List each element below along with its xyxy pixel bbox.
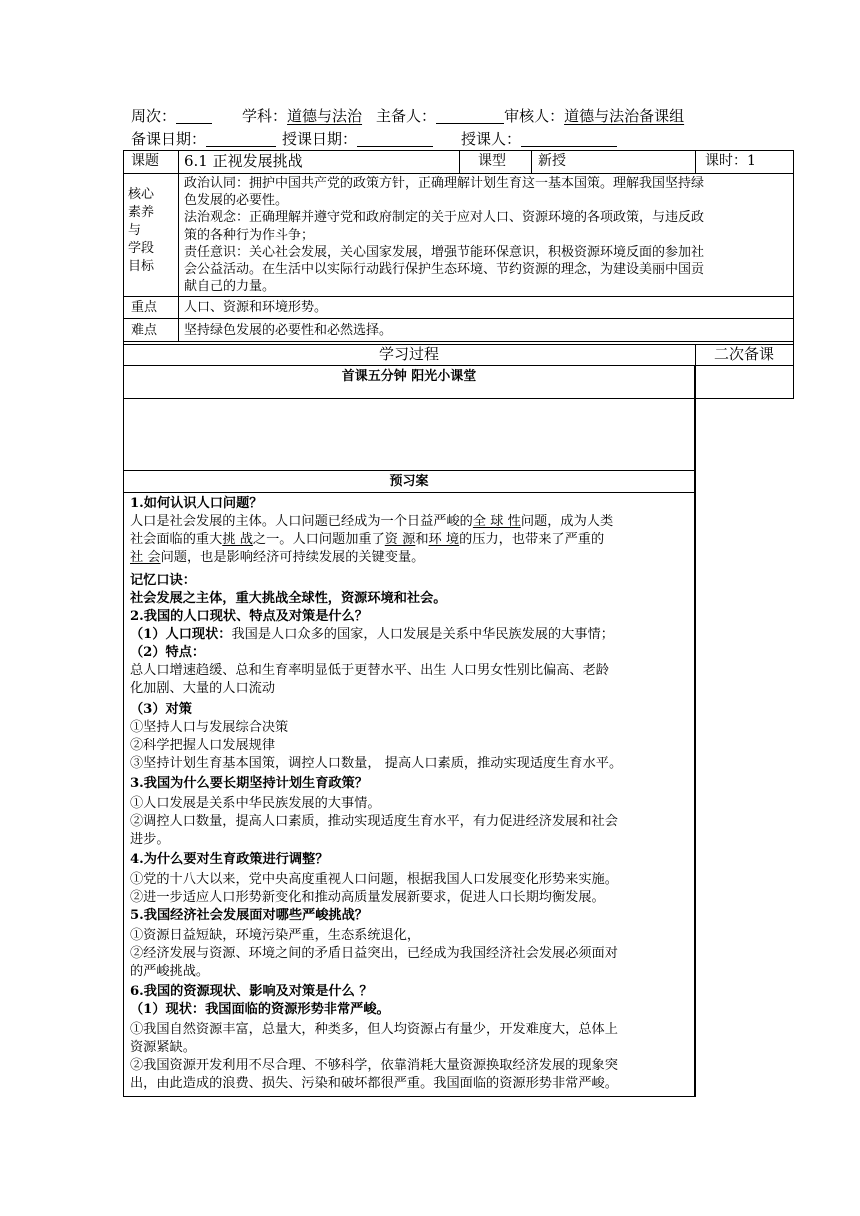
type-value: 新授	[538, 153, 566, 169]
prep-date-blank[interactable]	[206, 130, 276, 147]
q1-title: 1.如何认识人口问题？	[130, 496, 263, 511]
q3-l1: ①人口发展是关系中华民族发展的大事情。	[130, 796, 381, 811]
reviewer-label: 审核人：	[504, 107, 565, 125]
core-label: 核心 素养 与 学段 目标	[128, 187, 155, 274]
q4-l2: ②进一步适应人口形势新变化和推动高质量发展新要求，促进人口长期均衡发展。	[130, 890, 605, 905]
second-prep-label: 二次备课	[713, 345, 774, 363]
q3-l3: 进步。	[130, 832, 170, 847]
header-line-2	[131, 129, 617, 149]
q2-s2-l1: 总人口增速趋缓、总和生育率明显低于更替水平、出生 人口男女性别比偏高、老龄	[130, 663, 609, 678]
q1-line-1: 人口是社会发展的主体。人口问题已经成为一个日益严峻的全 球 性问题，成为人类	[130, 514, 614, 529]
q6-s1: （1）现状：我国面临的资源形势非常严峻。	[130, 1002, 390, 1017]
q5-l3: 的严峻挑战。	[130, 964, 210, 979]
q6-title: 6.我国的资源现状、影响及对策是什么 ？	[130, 984, 373, 999]
q5-title: 5.我国经济社会发展面对哪些严峻挑战？	[130, 908, 368, 923]
q5-l2: ②经济发展与资源、环境之间的矛盾日益突出，已经成为我国经济社会发展必须面对	[130, 946, 618, 961]
q3-l2: ②调控人口数量，提高人口素质，推动实现适度生育水平，有力促进经济发展和社会	[130, 814, 618, 829]
core-goals: 政治认同：拥护中国共产党的政策方针，正确理解计划生育这一基本国策。理解我国坚持绿 色发展的必要性。 法治观念：正确理解并遵守党和政府制定的关于应对人口、资源环境的各项政策，与违反政 策的各种行为作斗争； 责任意识：关心社会发展，关心国家发展，增强节能环保意识，积极资源环境反面的参加社 会公益活动。在生活中以实际行动践行保护生态环境、节约资源的理念，为建设美丽中国贡 献自己的力量。	[184, 176, 705, 295]
process-label: 学习过程	[378, 345, 439, 363]
difficult-value: 坚持绿色发展的必要性和必然选择。	[184, 323, 393, 338]
q2-s2-title: （2）特点：	[130, 645, 206, 660]
week-blank[interactable]	[176, 107, 212, 124]
teacher-label: 授课人：	[461, 130, 522, 148]
difficult-label: 难点	[131, 323, 158, 338]
header-line-1	[131, 106, 684, 126]
topic-label: 课题	[131, 153, 159, 169]
q5-l1: ①资源日益短缺，环境污染严重，生态系统退化，	[130, 928, 421, 943]
prep-date-label: 备课日期：	[131, 130, 207, 148]
key-label: 重点	[131, 300, 158, 315]
teach-date-blank[interactable]	[357, 130, 433, 147]
q2-s2-l2: 化加剧、大量的人口流动	[130, 681, 276, 696]
teach-date-label: 授课日期：	[282, 130, 358, 148]
type-label: 课型	[478, 153, 506, 169]
q1-line-2: 社会面临的重大挑 战之一。人口问题加重了资 源和环 境的压力，也带来了严重的	[130, 532, 605, 547]
reviewer-value: 道德与法治备课组	[564, 107, 685, 125]
q6-l4: 出，由此造成的浪费、损失、污染和破坏都很严重。我国面临的资源形势非常严峻。	[130, 1076, 618, 1091]
q2-title: 2.我国的人口现状、特点及对策是什么？	[130, 609, 368, 624]
key-value: 人口、资源和环境形势。	[184, 300, 328, 315]
q2-s3-l1: ①坚持人口与发展综合决策	[130, 720, 289, 735]
q1-line-3: 社 会问题，也是影响经济可持续发展的关键变量。	[130, 550, 425, 565]
q2-s1: （1）人口现状：我国是人口众多的国家，人口发展是关系中华民族发展的大事情；	[130, 627, 614, 642]
q2-s3-l3: ③坚持计划生育基本国策，调控人口数量， 提高人口素质，推动实现适度生育水平。	[130, 756, 623, 771]
q3-title: 3.我国为什么要长期坚持计划生育政策？	[130, 776, 368, 791]
q2-s3-title: （3）对策	[130, 702, 192, 717]
subject-value: 道德与法治	[287, 107, 363, 125]
mem-title: 记忆口诀：	[130, 573, 196, 588]
week-label: 周次：	[131, 107, 177, 125]
mem-text: 社会发展之主体，重大挑战全球性，资源环境和社会。	[130, 591, 447, 606]
preview-label: 预习案	[389, 474, 429, 489]
period-label: 课时：1	[705, 153, 756, 169]
teacher-blank[interactable]	[521, 130, 617, 147]
q6-l3: ②我国资源开发利用不尽合理、不够科学，依靠消耗大量资源换取经济发展的现象突	[130, 1058, 618, 1073]
q6-l2: 资源紧缺。	[130, 1040, 196, 1055]
five-min-label: 首课五分钟 阳光小课堂	[341, 369, 477, 384]
q4-l1: ①党的十八大以来，党中央高度重视人口问题，根据我国人口发展变化形势来实施。	[130, 872, 618, 887]
preparer-blank[interactable]	[436, 107, 504, 124]
q6-l1: ①我国自然资源丰富，总量大，种类多，但人均资源占有量少，开发难度大，总体上	[130, 1022, 618, 1037]
preparer-label: 主备人：	[376, 107, 437, 125]
q2-s3-l2: ②科学把握人口发展规律	[130, 738, 276, 753]
topic-value: 6.1 正视发展挑战	[184, 152, 303, 170]
subject-label: 学科：	[242, 107, 288, 125]
q4-title: 4.为什么要对生育政策进行调整？	[130, 852, 329, 867]
